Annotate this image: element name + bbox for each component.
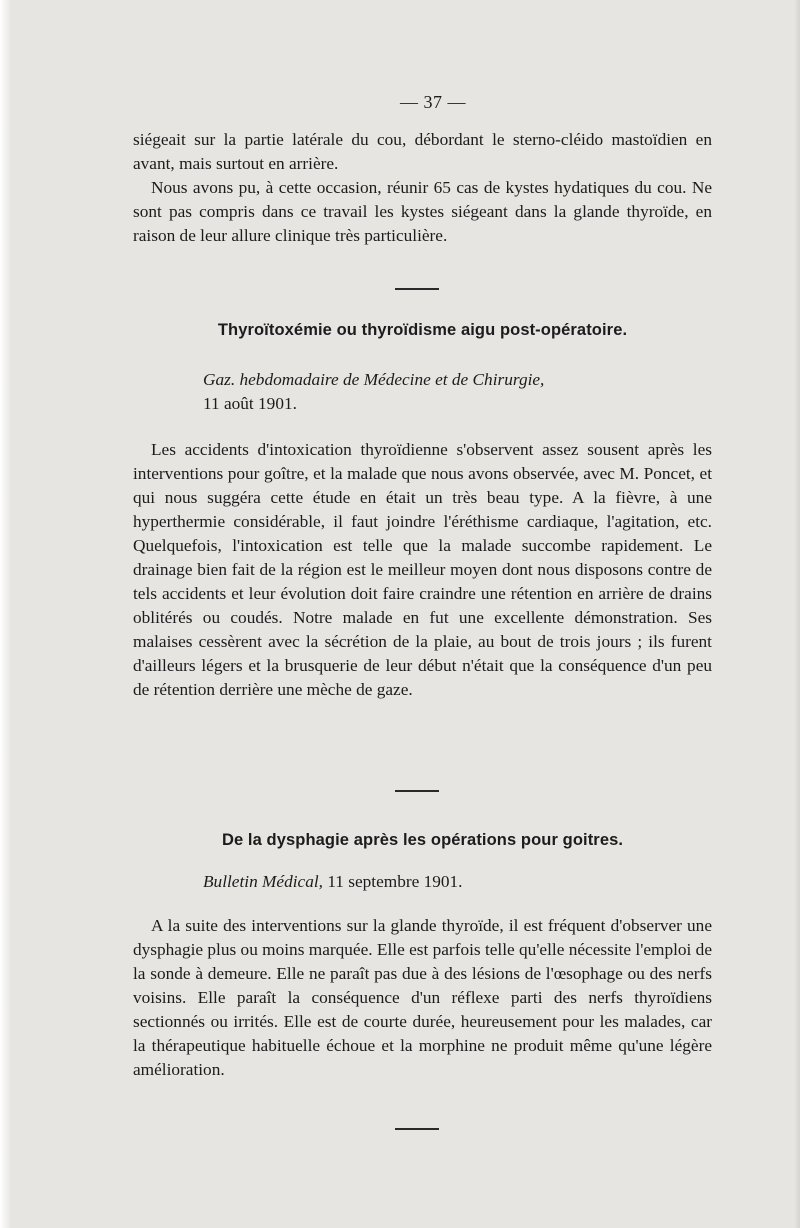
section-title-thyroidism: Thyroïtoxémie ou thyroïdisme aigu post-opératoire. bbox=[217, 321, 628, 339]
body-paragraph: A la suite des interventions sur la glande thyroïde, il est fréquent d'observer une dysphagie plus ou moins marquée. Elle est parfois telle qu'elle nécessite l'emploi de la sonde à demeure. Elle ne paraît pas due à des lésions de l'œsophage ou des nerfs voisins. Elle paraît la conséquence d'un réflexe parti des nerfs thyroïdiens sectionnés ou irrités. Elle est de courte durée, heureusement pour les malades, car la thérapeutique habituelle échoue et la morphine ne produit même qu'une légère amélioration. bbox=[133, 916, 712, 1079]
scan-edge-left bbox=[0, 0, 10, 1228]
page-number: — 37 — bbox=[400, 92, 466, 112]
section-body-thyroidism bbox=[133, 438, 712, 702]
citation-dysphagia bbox=[203, 870, 712, 894]
intro-paragraph-2: Nous avons pu, à cette occasion, réunir 65 cas de kystes hydatiques du cou. Ne sont pas compris dans ce travail les kystes siégeant dans la glande thyroïde, en raison de leur allure clinique très particulière. bbox=[133, 178, 712, 245]
intro-block bbox=[133, 128, 712, 248]
section-title-dysphagia: De la dysphagie après les opérations pour goitres. bbox=[221, 831, 624, 849]
scan-edge-right bbox=[794, 0, 800, 1228]
citation-date: 11 août 1901. bbox=[203, 394, 297, 413]
citation-source: Bulletin Médical, bbox=[203, 872, 323, 891]
section-divider-3 bbox=[395, 1128, 439, 1130]
citation-source: Gaz. hebdomadaire de Médecine et de Chirurgie, bbox=[203, 370, 545, 389]
intro-paragraph-1: siégeait sur la partie latérale du cou, débordant le sterno-cléido mastoïdien en avant, mais surtout en arrière. bbox=[133, 130, 712, 173]
section-body-dysphagia bbox=[133, 914, 712, 1082]
body-paragraph: Les accidents d'intoxication thyroïdienne s'observent assez sousent après les interventions pour goître, et la malade que nous avons observée, avec M. Poncet, et qui nous suggéra cette étude en était un très beau type. A la fièvre, à une hyperthermie considérable, il faut joindre l'éréthisme cardiaque, l'agitation, etc. Quelquefois, l'intoxication est telle que la malade succombe rapidement. Le drainage bien fait de la région est le meilleur moyen dont nous disposons contre de tels accidents et leur évolution doit faire craindre une rétention en arrière de drains oblitérés ou coudés. Notre malade en fut une excellente démonstration. Ses malaises cessèrent avec la sécrétion de la plaie, au bout de trois jours ; ils furent d'ailleurs légers et la brusquerie de leur début n'était que la conséquence d'un peu de rétention derrière une mèche de gaze. bbox=[133, 440, 712, 699]
citation-thyroidism bbox=[203, 368, 712, 416]
section-divider-1 bbox=[395, 288, 439, 290]
citation-date: 11 septembre 1901. bbox=[327, 872, 463, 891]
section-divider-2 bbox=[395, 790, 439, 792]
